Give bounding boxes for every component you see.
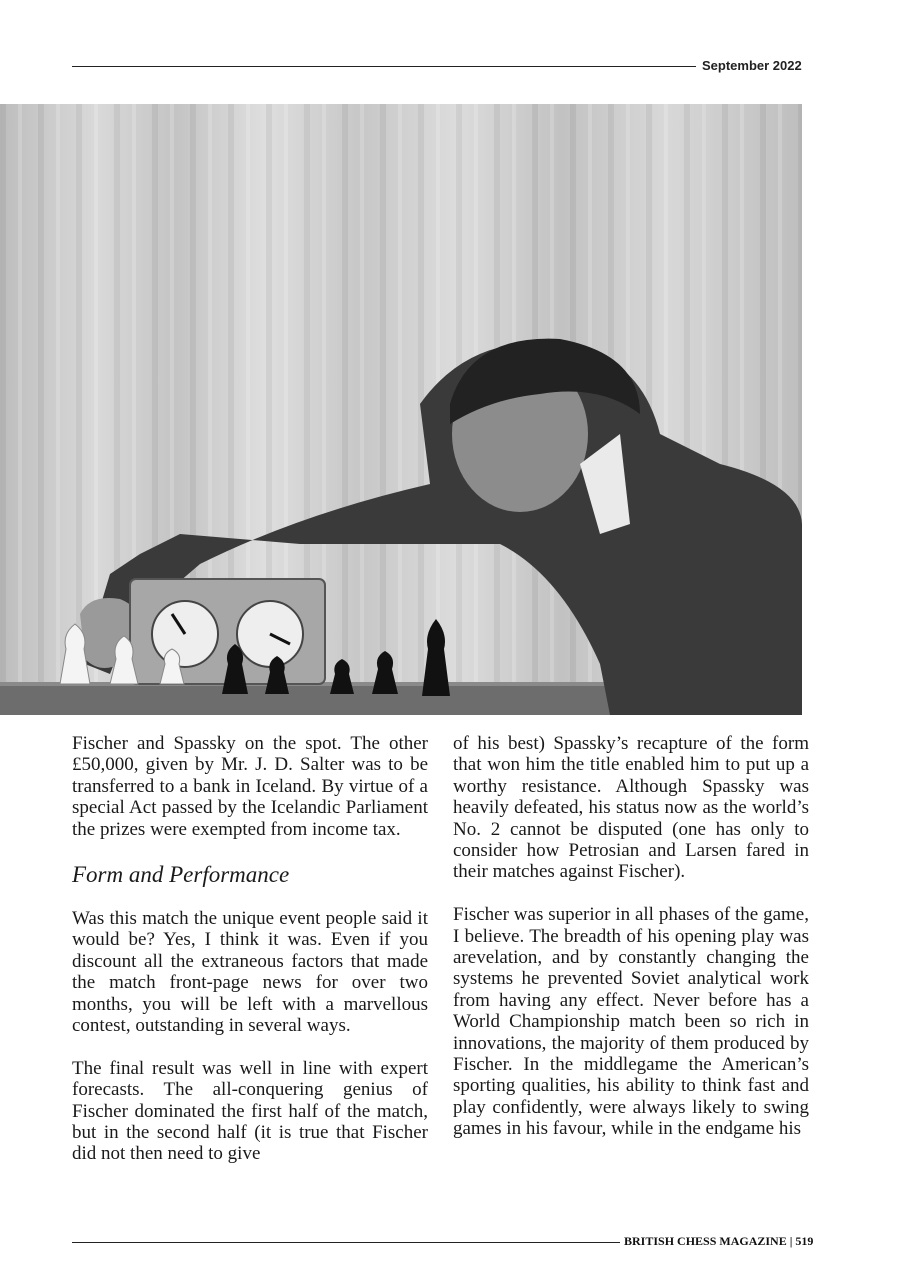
article-paragraph: Fischer was superior in all phases of the game, I believe. The breadth of his opening play was arevelation, and by constantly changing the systems he prevented Soviet analytical work from having any effect. Never before has a World Championship match been so rich in innovations, the majority of them produced by Fischer. In the middlegame the American’s sporting qualities, his ability to think fast and play confidently, were always likely to swing games in his favour, while in the endgame his xyxy=(453,904,809,1140)
article-left-column xyxy=(72,733,428,1165)
magazine-page-footer: BRITISH CHESS MAGAZINE | 519 xyxy=(624,1234,814,1248)
fischer-at-chessboard-photo xyxy=(0,104,802,715)
footer-rule xyxy=(72,1242,620,1243)
article-paragraph: Was this match the unique event people said it would be? Yes, I think it was. Even if you discount all the extraneous factors that made the match front-page news for over two months, you will be left with a marvellous contest, outstanding in several ways. xyxy=(72,908,428,1037)
issue-date: September 2022 xyxy=(702,58,802,73)
article-right-column xyxy=(453,733,809,1140)
article-paragraph: The final result was well in line with expert forecasts. The all-conquering genius of Fischer dominated the first half of the match, but in the second half (it is true that Fischer did not then need to give xyxy=(72,1057,428,1165)
article-paragraph: of his best) Spassky’s recapture of the form that won him the title enabled him to put up a worthy resistance. Although Spassky was heavily defeated, his status now as the world’s No. 2 cannot be disputed (one has only to consider how Petrosian and Larsen fared in their matches against Fischer). xyxy=(453,733,809,883)
section-subheading: Form and Performance xyxy=(72,862,290,888)
header-rule xyxy=(72,66,696,67)
article-paragraph: Fischer and Spassky on the spot. The other £50,000, given by Mr. J. D. Salter was to be transferred to a bank in Iceland. By virtue of a special Act passed by the Icelandic Parliament the prizes were exempted from income tax. xyxy=(72,733,428,840)
